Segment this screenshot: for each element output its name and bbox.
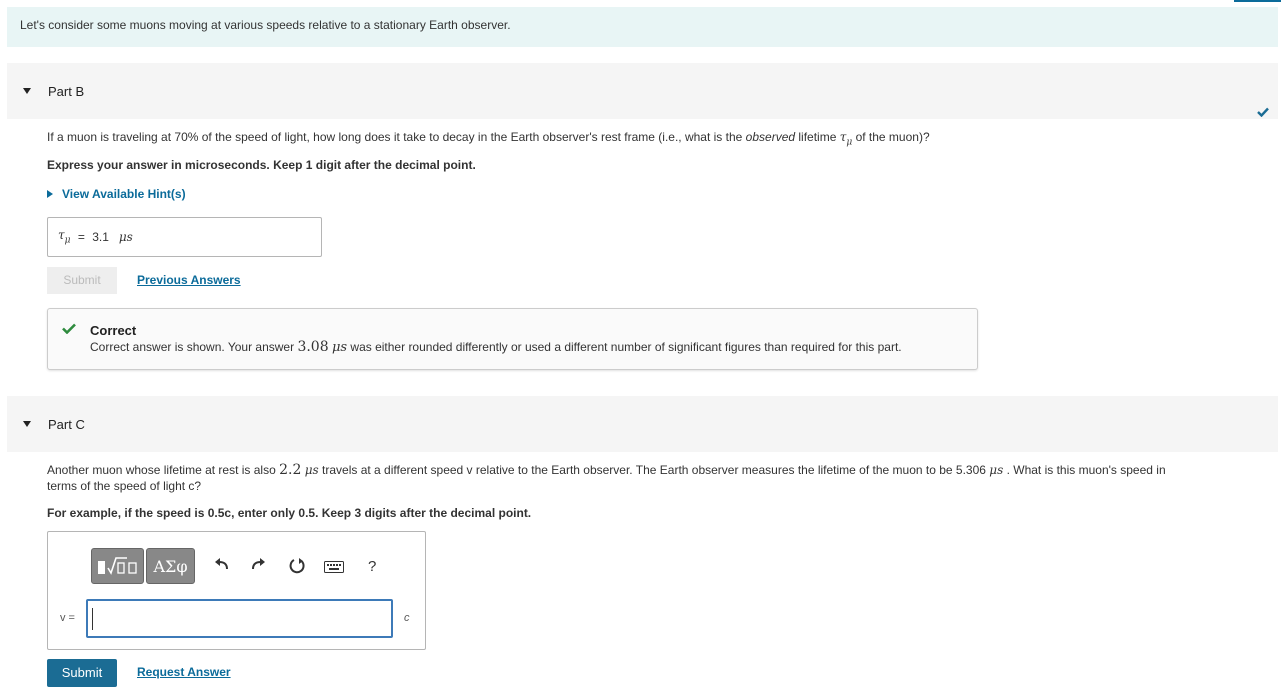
undo-icon[interactable] (214, 557, 230, 571)
templates-button[interactable] (91, 548, 144, 584)
part-b-instruction: Express your answer in microseconds. Keep 1 digit after the decimal point. (47, 158, 476, 172)
reset-icon[interactable] (288, 557, 306, 575)
part-c-header[interactable] (7, 396, 1278, 452)
intro-banner (7, 7, 1278, 47)
request-answer-link[interactable]: Request Answer (137, 665, 231, 679)
completed-check-icon (1257, 107, 1269, 117)
correct-feedback-box (47, 308, 978, 370)
feedback-message: Correct answer is shown. Your answer 3.08 μs was either rounded differently or used a different number of significant figures than required for this part. (90, 339, 902, 355)
feedback-title: Correct (90, 323, 137, 338)
speed-answer-input[interactable] (86, 599, 393, 638)
part-b-title: Part B (48, 83, 85, 99)
keyboard-icon[interactable] (324, 561, 344, 573)
intro-text: Let's consider some muons moving at various speeds relative to a stationary Earth observer. (20, 18, 511, 32)
view-hints-link[interactable]: View Available Hint(s) (47, 187, 186, 201)
math-answer-editor (47, 531, 426, 650)
correct-check-icon (62, 323, 76, 334)
templates-icon (95, 554, 141, 578)
answer-symbol: $\tau_\mu$ (58, 228, 71, 246)
top-accent-bar (1234, 0, 1281, 2)
input-unit-c: c (404, 612, 410, 624)
part-b-answer-field[interactable]: $\tau_\mu$ = 3.1 μs (47, 217, 322, 257)
expand-triangle-icon (47, 190, 53, 198)
part-b-question: If a muon is traveling at 70% of the speed of light, how long does it take to decay in the Earth observer's rest frame (i.e., what is the observed lifetime $\tau_\mu$ of the muon)? (47, 130, 930, 148)
text-cursor (92, 608, 93, 630)
input-label-v: v = (60, 612, 75, 624)
part-c-instruction: For example, if the speed is 0.5c, enter only 0.5. Keep 3 digits after the decimal point. (47, 506, 532, 520)
redo-icon[interactable] (250, 557, 266, 571)
part-c-title: Part C (48, 416, 85, 432)
collapse-caret-icon[interactable] (23, 421, 31, 427)
answer-value: 3.1 (92, 230, 109, 244)
part-c-question: Another muon whose lifetime at rest is also 2.2 μs travels at a different speed v relative to the Earth observer. The Earth observer measures the lifetime of the muon to be 5.306 μs . What is this muon's speed in terms of the speed of light c? (47, 462, 1166, 493)
part-c-submit-button[interactable]: Submit (47, 659, 117, 687)
part-b-header[interactable] (7, 63, 1278, 119)
answer-unit: μs (118, 230, 133, 244)
collapse-caret-icon[interactable] (23, 88, 31, 94)
previous-answers-link[interactable]: Previous Answers (137, 273, 241, 287)
greek-symbols-button[interactable]: ΑΣφ (146, 548, 195, 584)
part-b-submit-button[interactable]: Submit (47, 267, 117, 294)
help-button[interactable]: ? (368, 558, 377, 575)
